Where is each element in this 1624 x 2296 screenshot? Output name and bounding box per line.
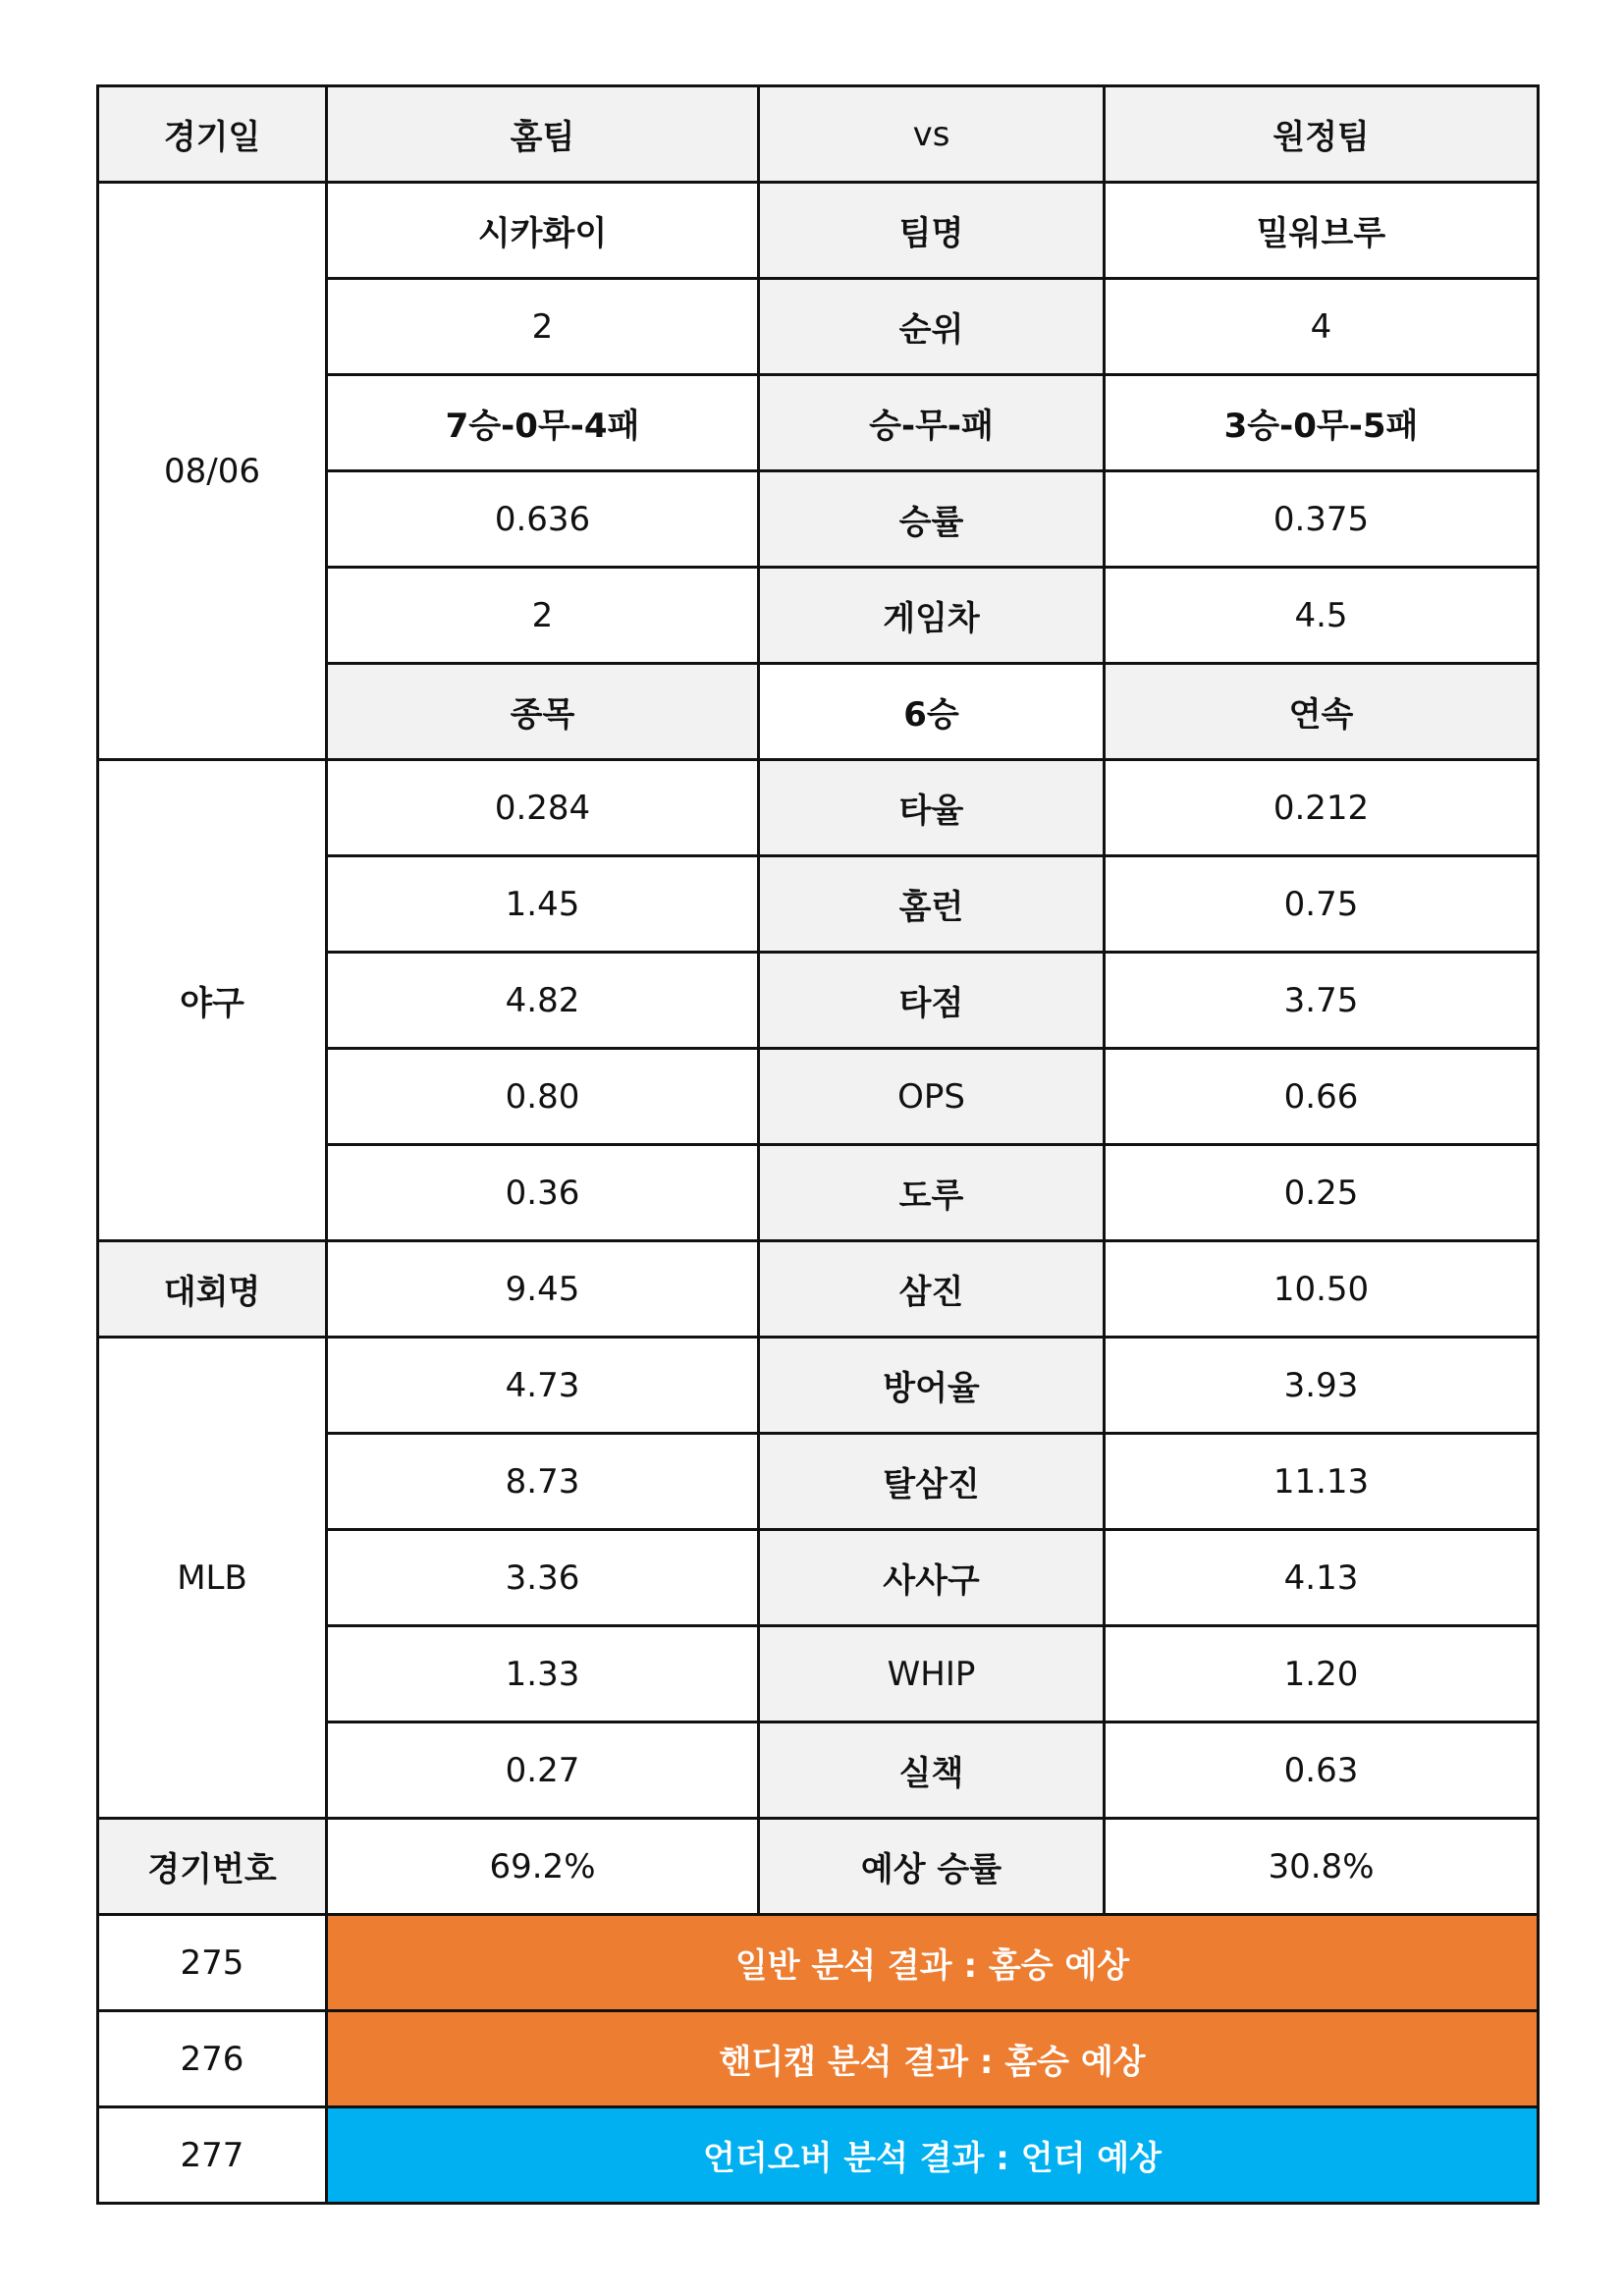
stat-label: 사사구	[759, 1530, 1105, 1626]
home-stat-value: 4.82	[327, 953, 759, 1049]
stat-label: 방어율	[759, 1338, 1105, 1434]
stat-row	[98, 1241, 1539, 1338]
game-number-label: 경기번호	[98, 1819, 327, 1915]
match-analysis-table	[96, 84, 1540, 2205]
away-stat-value: 1.20	[1105, 1626, 1539, 1722]
away-stat-value: 10.50	[1105, 1241, 1539, 1338]
away-stat-value: 4	[1105, 279, 1539, 375]
stat-row	[98, 760, 1539, 856]
away-stat-value: 4.5	[1105, 568, 1539, 664]
stat-label: 승-무-패	[759, 375, 1105, 471]
home-team-name: 시카화이	[327, 183, 759, 279]
away-stat-value: 3승-0무-5패	[1105, 375, 1539, 471]
match-date: 08/06	[98, 183, 327, 760]
home-stat-value: 3.36	[327, 1530, 759, 1626]
home-stat-value: 6승	[759, 664, 1105, 760]
result-row	[98, 1915, 1539, 2011]
stat-label: OPS	[759, 1049, 1105, 1145]
table-body	[98, 86, 1539, 2204]
home-stat-value: 2	[327, 568, 759, 664]
stat-label: 탈삼진	[759, 1434, 1105, 1530]
away-stat-value: 0.25	[1105, 1145, 1539, 1241]
away-stat-value: 11.13	[1105, 1434, 1539, 1530]
home-stat-value: 9.45	[327, 1241, 759, 1338]
result-banner: 일반 분석 결과 : 홈승 예상	[327, 1915, 1539, 2011]
home-team-header: 홈팀	[327, 86, 759, 183]
prediction-row	[98, 1819, 1539, 1915]
away-stat-value: 3.93	[1105, 1338, 1539, 1434]
league-label: 대회명	[98, 1241, 327, 1338]
home-stat-value: 0.36	[327, 1145, 759, 1241]
away-stat-value: 0.66	[1105, 1049, 1539, 1145]
home-stat-value: 4.73	[327, 1338, 759, 1434]
result-row	[98, 2107, 1539, 2204]
result-banner: 핸디캡 분석 결과 : 홈승 예상	[327, 2011, 1539, 2107]
game-number: 275	[98, 1915, 327, 2011]
team-name-label: 팀명	[759, 183, 1105, 279]
home-stat-value: 2	[327, 279, 759, 375]
stat-label: 타율	[759, 760, 1105, 856]
away-team-header: 원정팀	[1105, 86, 1539, 183]
stat-label: 순위	[759, 279, 1105, 375]
vs-header: vs	[759, 86, 1105, 183]
game-number: 277	[98, 2107, 327, 2204]
stat-label: 승률	[759, 471, 1105, 568]
game-number: 276	[98, 2011, 327, 2107]
away-win-probability: 30.8%	[1105, 1819, 1539, 1915]
away-stat-value: 0.63	[1105, 1722, 1539, 1819]
stat-label: 타점	[759, 953, 1105, 1049]
away-stat-value: 0.212	[1105, 760, 1539, 856]
home-stat-value: 0.284	[327, 760, 759, 856]
home-stat-value: 1.45	[327, 856, 759, 953]
stat-row	[98, 1338, 1539, 1434]
stat-label: 게임차	[759, 568, 1105, 664]
away-team-name: 밀워브루	[1105, 183, 1539, 279]
stat-label: 실책	[759, 1722, 1105, 1819]
home-stat-value: 0.80	[327, 1049, 759, 1145]
home-stat-value: 0.636	[327, 471, 759, 568]
home-stat-value: 1.33	[327, 1626, 759, 1722]
date-header: 경기일	[98, 86, 327, 183]
away-stat-value: 0.375	[1105, 471, 1539, 568]
result-row	[98, 2011, 1539, 2107]
home-win-probability: 69.2%	[327, 1819, 759, 1915]
category-label: 종목	[327, 664, 759, 760]
stat-label: 삼진	[759, 1241, 1105, 1338]
result-banner: 언더오버 분석 결과 : 언더 예상	[327, 2107, 1539, 2204]
away-stat-value: 0.75	[1105, 856, 1539, 953]
league-value: MLB	[98, 1338, 327, 1819]
home-stat-value: 0.27	[327, 1722, 759, 1819]
team-name-row	[98, 183, 1539, 279]
stat-label: 도루	[759, 1145, 1105, 1241]
header-row	[98, 86, 1539, 183]
home-stat-value: 8.73	[327, 1434, 759, 1530]
away-stat-value: 4.13	[1105, 1530, 1539, 1626]
stat-label: 홈런	[759, 856, 1105, 953]
stat-label: 연속	[1105, 664, 1539, 760]
stat-label: WHIP	[759, 1626, 1105, 1722]
away-stat-value: 3.75	[1105, 953, 1539, 1049]
home-stat-value: 7승-0무-4패	[327, 375, 759, 471]
prediction-label: 예상 승률	[759, 1819, 1105, 1915]
sport-value: 야구	[98, 760, 327, 1241]
